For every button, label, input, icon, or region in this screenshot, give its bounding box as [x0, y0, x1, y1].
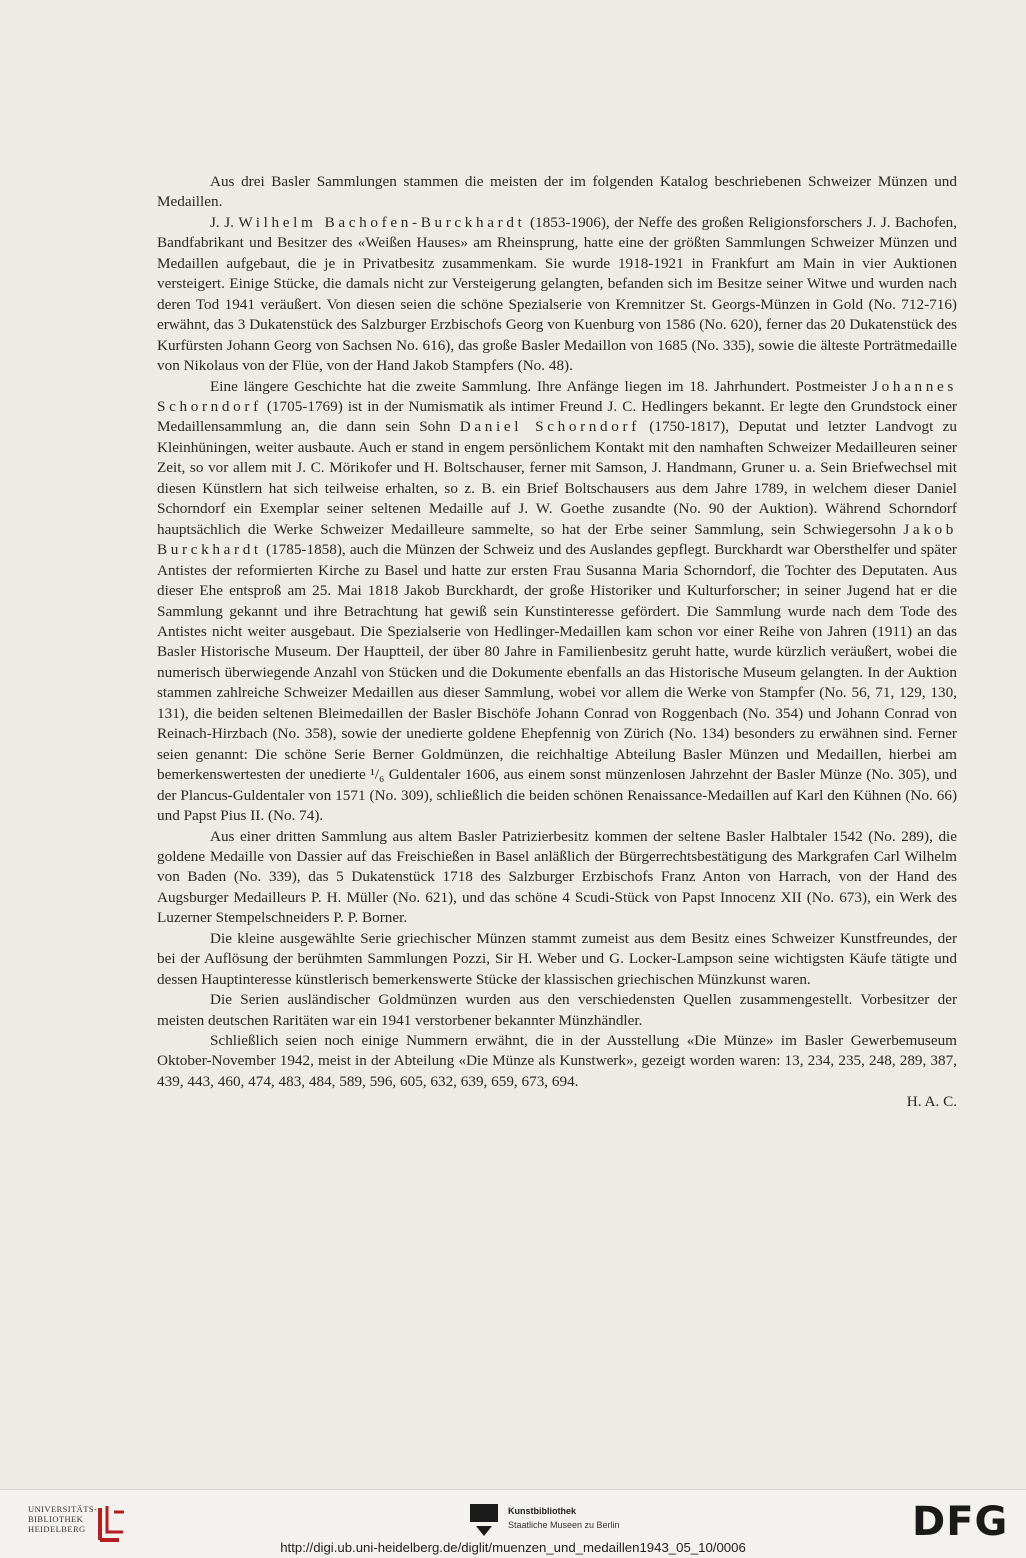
ub-emblem-icon	[97, 1504, 127, 1544]
person-name: Wilhelm Bachofen-Burckhardt	[238, 213, 526, 231]
text-run: Aus drei Basler Sammlungen stammen die meisten der im folgenden Katalog beschriebenen Schweizer Münzen und Medaillen.	[157, 173, 957, 211]
person-name: Daniel Schorndorf	[459, 418, 640, 436]
ub-logo-line: UNIVERSITÄTS-	[28, 1504, 98, 1514]
text-run: (1785-1858), auch die Münzen der Schweiz und des Auslandes gepflegt. Burckhardt war Obersthelfer und später Antistes der reformierten Kirche zu Basel und hatte zur ersten Frau Susanna Maria Schorndorf, die Tochter des Deputaten. Aus dieser Ehe entsproß am 25. Mai 1818 Jakob Burckhardt, der große Historiker und Kulturforscher; in seiner Jugend hat er die Sammlung gekannt und ihre Betrachtung hat gewiß sein Kunstinteresse gefördert. Die Sammlung wurde nach dem Tode des Antistes nicht weiter ausgebaut. Die Spezialserie von Hedlinger-Medaillen kam schon vor einer Reihe von Jahren (1911) an das Basler Historische Museum. Der Hauptteil, der über 80 Jahre in Familienbesitz geruht hatte, wurde kürzlich veräußert, wobei die numerisch überwiegende Anzahl von Stücken und die Dokumente ebenfalls an das Historische Museum gelangten. In der Auktion stammen zahlreiche Schweizer Medaillen aus dieser Sammlung, wobei vor allem die Werke von Stampfer (No. 56, 71, 129, 130, 131), die beiden seltenen Bleimedaillen der Basler Bischöfe Johann Conrad von Roggenbach (No. 354) und Johann Conrad von Reinach-Hirzbach (No. 358), sowie der unedierte goldene Ehepfennig von Zürich (No. 134) besonders zu erwähnen sind. Ferner seien genannt: Die schöne Serie Berner Goldmünzen, die reichhaltige Abteilung Basler Münzen und Medaillen, hierbei am bemerkenswertesten der unedierte ¹/₆ Guldentaler 1606, aus einem sonst münzenlosen Jahrzehnt der Basler Münze (No. 305), und der Plancus-Guldentaler von 1571 (No. 309), schließlich die beiden schönen Renaissance-Medaillen auf Karl den Kühnen (No. 66) und Papst Pius II. (No. 74).	[157, 541, 957, 825]
dfg-logo[interactable]: DFG	[912, 1499, 1009, 1545]
viewer-footer	[0, 1489, 1026, 1558]
person-name: Jakob Burckhardt	[157, 520, 957, 559]
text-run: (1750-1817), Deputat und letzter Landvogt zu Kleinhüningen, weiter ausbaute. Auch er stand in engem persönlichem Kontakt mit den namhaften Schweizer Medailleuren seiner Zeit, so vor allem mit J. C. Mörikofer und H. Boltschauser, ferner mit Samson, J. Handmann, Gruner u. a. Sein Briefwechsel mit diesen Künstlern hat sich teilweise erhalten, so z. B. ein Brief Boltschausers aus dem Jahre 1789, in welchem dieser Daniel Schorndorf ein Exemplar seiner seltenen Medaille auf J. W. Goethe zusandte (No. 90 der Auktion). Während Schorndorf hauptsächlich die Werke Schweizer Medailleure sammelte, so hat der Erbe seiner Sammlung, sein Schwiegersohn	[157, 418, 957, 538]
kunstbibliothek-subtitle: Staatliche Museen zu Berlin	[508, 1520, 620, 1530]
permalink-url[interactable]: http://digi.ub.uni-heidelberg.de/diglit/muenzen_und_medaillen1943_05_10/0006	[280, 1540, 746, 1555]
text-run: Die kleine ausgewählte Serie griechischer Münzen stammt zumeist aus dem Besitz eines Schweizer Kunstfreundes, der bei der Auflösung der berühmten Sammlungen Pozzi, Sir H. Weber und G. Locker-Lampson seine wichtigsten Käufe tätigte und dessen Hauptinteresse künstlerisch bemerkenswerte Stücke der klassischen griechischen Münzkunst waren.	[157, 929, 957, 988]
text-run: Die Serien ausländischer Goldmünzen wurden aus den verschiedensten Quellen zusammengestellt. Vorbesitzer der meisten deutschen Raritäten war ein 1941 verstorbener bekannter Münzhändler.	[157, 991, 957, 1029]
article-paragraph	[157, 827, 957, 929]
ub-logo-line: BIBLIOTHEK	[28, 1514, 84, 1524]
ub-logo-text	[28, 1504, 97, 1534]
person-name: Johannes Schorndorf	[157, 377, 957, 415]
ub-heidelberg-logo[interactable]	[28, 1504, 133, 1544]
article-paragraph	[157, 1031, 957, 1092]
text-run: Aus einer dritten Sammlung aus altem Basler Patrizierbesitz kommen der seltene Basler Halbtaler 1542 (No. 289), die goldene Medaille von Dassier auf das Freischießen in Basel anläßlich der Bürgerrechtsbestätigung des Markgrafen Carl Wilhelm von Baden (No. 339), das 5 Dukatenstück 1718 des Salzburger Erzbischofs Franz Anton von Harrach, von der Hand des Augsburger Medailleurs P. H. Müller (No. 621), und das schöne 4 Scudi-Stück von Papst Innocenz XII (No. 673), ein Werk des Luzerner Stempelschneiders P. P. Borner.	[157, 827, 957, 927]
text-run: (1705-1769) ist in der Numismatik als intimer Freund J. C. Hedlingers bekannt. Er legte den Grundstock einer Medaillensammlung an, die dann sein Sohn	[157, 397, 957, 436]
kunstbibliothek-emblem-icon	[470, 1504, 498, 1538]
text-run: Eine längere Geschichte hat die zweite Sammlung. Ihre Anfänge liegen im 18. Jahrhundert. Postmeister	[210, 377, 873, 395]
kunstbibliothek-logo[interactable]	[470, 1504, 660, 1544]
kunstbibliothek-title: Kunstbibliothek	[508, 1506, 576, 1516]
signature: H. A. C.	[906, 1093, 957, 1111]
article-paragraph	[157, 377, 957, 827]
article-paragraph	[157, 929, 957, 990]
article-paragraph	[157, 213, 957, 377]
ub-logo-line: HEIDELBERG	[28, 1524, 86, 1534]
text-run: J. J.	[210, 213, 239, 231]
article-paragraph	[157, 990, 957, 1031]
article-body	[157, 172, 957, 1113]
text-run: (1853-1906), der Neffe des großen Religionsforschers J. J. Bachofen, Bandfabrikant und Besitzer des «Weißen Hauses» am Rheinsprung, hatte eine der größten Sammlungen Schweizer Münzen und Medaillen aufgebaut, die je in Privatbesitz zusammenkam. Sie wurde 1918-1921 in Frankfurt am Main in vier Auktionen versteigert. Einige Stücke, die damals nicht zur Versteigerung gelangten, befanden sich im Besitze seiner Witwe und wurden nach deren Tod 1941 veräußert. Von diesen seien die schöne Spezialserie von Kremnitzer St. Georgs-Münzen in Gold (No. 712-716) erwähnt, das 3 Dukatenstück des Salzburger Erzbischofs Georg von Kuenburg von 1586 (No. 620), ferner das 20 Dukatenstück des Kurfürsten Johann Georg von Sachsen No. 616), das große Basler Medaillon von 1685 (No. 335), sowie die älteste Porträtmedaille von Nikolaus von der Flüe, von der Hand Jakob Stampfers (No. 48).	[157, 213, 958, 375]
text-run: Schließlich seien noch einige Nummern erwähnt, die in der Ausstellung «Die Münze» im Basler Gewerbemuseum Oktober-November 1942, meist in der Abteilung «Die Münze als Kunstwerk», gezeigt worden waren: 13, 234, 235, 248, 289, 387, 439, 443, 460, 474, 483, 484, 589, 596, 605, 632, 639, 659, 673, 694.	[157, 1032, 957, 1090]
article-paragraph	[157, 172, 957, 213]
